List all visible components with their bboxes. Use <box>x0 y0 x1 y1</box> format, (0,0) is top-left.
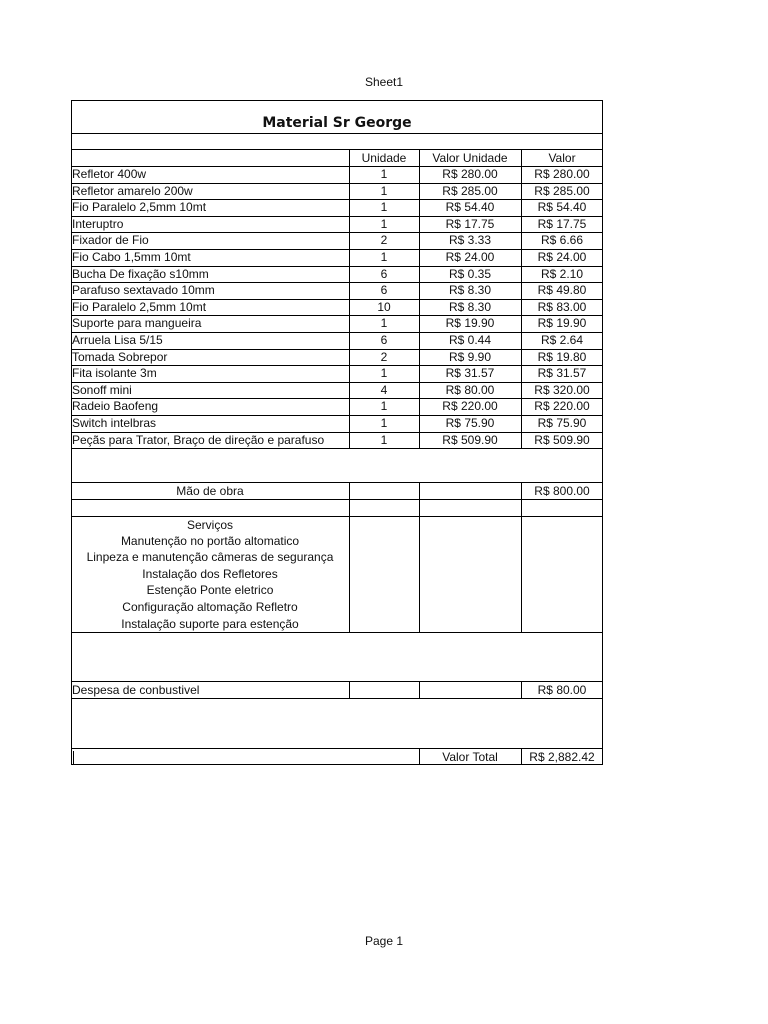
column-header-unit: Unidade <box>361 151 407 165</box>
item-description: Refletor amarelo 200w <box>72 184 193 198</box>
grid-line <box>71 133 603 134</box>
grid-line <box>521 149 522 448</box>
item-value: R$ 280.00 <box>534 167 590 181</box>
item-description: Interuptro <box>72 217 124 231</box>
item-description: Parafuso sextavado 10mm <box>72 283 215 297</box>
item-unit-price: R$ 31.57 <box>445 366 495 380</box>
item-unit-price: R$ 75.90 <box>445 416 495 430</box>
item-unit-price: R$ 280.00 <box>442 167 498 181</box>
item-unit: 1 <box>380 433 388 447</box>
table-title: Material Sr George <box>262 115 412 131</box>
sheet-name: Sheet1 <box>364 75 404 89</box>
item-unit: 6 <box>380 283 388 297</box>
services-heading: Serviços <box>186 518 233 532</box>
item-unit: 10 <box>377 300 391 314</box>
item-value: R$ 2.64 <box>540 333 584 347</box>
item-unit: 1 <box>380 416 388 430</box>
grid-line <box>419 499 420 632</box>
column-header-unit-price: Valor Unidade <box>432 151 508 165</box>
item-unit: 1 <box>380 167 388 181</box>
item-value: R$ 49.80 <box>537 283 587 297</box>
grid-line <box>71 698 603 699</box>
total-label: Valor Total <box>442 750 498 764</box>
item-description: Fio Cabo 1,5mm 10mt <box>72 250 191 264</box>
labor-label: Mão de obra <box>176 484 244 498</box>
item-unit: 2 <box>380 233 388 247</box>
total-value: R$ 2,882.42 <box>529 750 595 764</box>
item-value: R$ 220.00 <box>534 399 590 413</box>
grid-line <box>71 632 603 633</box>
item-unit-price: R$ 54.40 <box>445 200 495 214</box>
item-unit-price: R$ 8.30 <box>448 300 492 314</box>
item-unit: 1 <box>380 316 388 330</box>
item-value: R$ 2.10 <box>540 267 584 281</box>
item-unit-price: R$ 509.90 <box>442 433 498 447</box>
item-description: Arruela Lisa 5/15 <box>72 333 163 347</box>
grid-line <box>349 499 350 632</box>
item-value: R$ 54.40 <box>537 200 587 214</box>
service-item: Linpeza e manutenção câmeras de segurança <box>86 550 334 564</box>
item-unit-price: R$ 8.30 <box>448 283 492 297</box>
item-unit: 6 <box>380 267 388 281</box>
item-unit: 1 <box>380 200 388 214</box>
item-description: Switch intelbras <box>72 416 157 430</box>
item-value: R$ 83.00 <box>537 300 587 314</box>
item-value: R$ 75.90 <box>537 416 587 430</box>
item-unit-price: R$ 80.00 <box>445 383 495 397</box>
item-description: Fita isolante 3m <box>72 366 157 380</box>
item-description: Sonoff mini <box>72 383 132 397</box>
page-number: Page 1 <box>364 934 404 948</box>
grid-line <box>71 448 603 449</box>
service-item: Instalação dos Refletores <box>142 567 278 581</box>
item-description: Refletor 400w <box>72 167 147 181</box>
item-value: R$ 509.90 <box>534 433 590 447</box>
column-header-value: Valor <box>548 151 576 165</box>
service-item: Estenção Ponte eletrico <box>146 583 274 597</box>
grid-line <box>349 482 350 499</box>
item-unit: 1 <box>380 399 388 413</box>
item-unit: 2 <box>380 350 388 364</box>
item-unit-price: R$ 24.00 <box>445 250 495 264</box>
item-unit-price: R$ 0.35 <box>448 267 492 281</box>
service-item: Instalação suporte para estenção <box>121 617 299 631</box>
item-description: Fio Paralelo 2,5mm 10mt <box>72 200 207 214</box>
item-unit-price: R$ 3.33 <box>448 233 492 247</box>
item-value: R$ 31.57 <box>537 366 587 380</box>
item-description: Tomada Sobrepor <box>72 350 168 364</box>
labor-value: R$ 800.00 <box>534 484 590 498</box>
item-unit-price: R$ 220.00 <box>442 399 498 413</box>
grid-line <box>521 499 522 632</box>
service-item: Manutenção no portão altomatico <box>120 534 300 548</box>
item-unit-price: R$ 0.44 <box>448 333 492 347</box>
service-item: Configuração altomação Refletro <box>122 600 298 614</box>
grid-line <box>419 681 420 698</box>
fuel-value: R$ 80.00 <box>537 683 587 697</box>
grid-line <box>349 681 350 698</box>
fuel-label: Despesa de conbustivel <box>72 683 200 697</box>
item-value: R$ 320.00 <box>534 383 590 397</box>
item-unit: 1 <box>380 217 388 231</box>
item-unit-price: R$ 9.90 <box>448 350 492 364</box>
grid-line <box>419 482 420 499</box>
item-value: R$ 6.66 <box>540 233 584 247</box>
item-unit: 1 <box>380 366 388 380</box>
item-description: Radeio Baofeng <box>72 399 159 413</box>
grid-line <box>419 149 420 448</box>
item-value: R$ 285.00 <box>534 184 590 198</box>
item-unit-price: R$ 17.75 <box>445 217 495 231</box>
item-description: Bucha De fixação s10mm <box>72 267 209 281</box>
grid-line <box>349 149 350 448</box>
item-unit: 1 <box>380 250 388 264</box>
item-unit: 4 <box>380 383 388 397</box>
item-value: R$ 19.80 <box>537 350 587 364</box>
item-unit: 1 <box>380 184 388 198</box>
item-unit: 6 <box>380 333 388 347</box>
text-cursor <box>73 751 74 765</box>
item-value: R$ 19.90 <box>537 316 587 330</box>
item-description: Suporte para mangueira <box>72 316 202 330</box>
item-value: R$ 24.00 <box>537 250 587 264</box>
item-description: Fio Paralelo 2,5mm 10mt <box>72 300 207 314</box>
item-description: Peçãs para Trator, Braço de direção e parafuso <box>72 433 325 447</box>
item-value: R$ 17.75 <box>537 217 587 231</box>
item-description: Fixador de Fio <box>72 233 149 247</box>
item-unit-price: R$ 285.00 <box>442 184 498 198</box>
item-unit-price: R$ 19.90 <box>445 316 495 330</box>
grid-line <box>71 499 603 500</box>
